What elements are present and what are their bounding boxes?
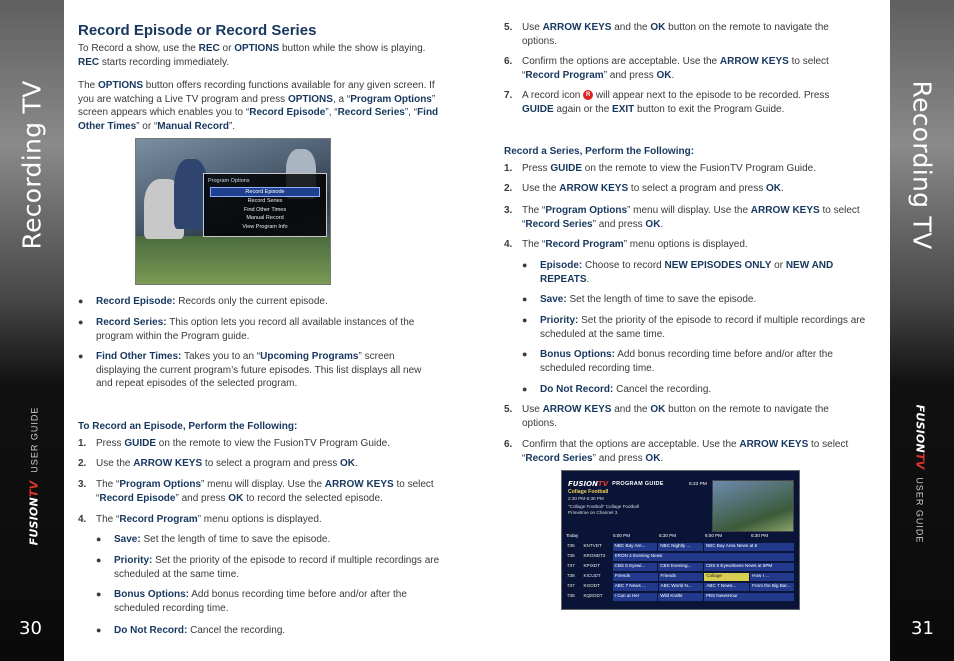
subheading-record-episode: To Record an Episode, Perform the Following: <box>78 421 298 432</box>
brand-left <box>28 407 41 546</box>
series-step-1: 1. Press GUIDE on the remote to view the FusionTV Program Guide. <box>504 163 817 174</box>
sub-bullet-priority: ● Priority: Set the priority of the episode to record if multiple recordings are scheduled at the same time. <box>96 555 440 580</box>
guide-video-preview <box>712 480 794 532</box>
menu-item-find-other-times: Find Other Times <box>243 206 287 213</box>
user-guide-label: USER GUIDE <box>915 477 925 544</box>
guide-header-row: Today 5:00 PM 5:30 PM 6:00 PM 6:30 PM <box>566 533 769 538</box>
guide-program-title: Collage Football <box>568 489 609 495</box>
program-options-menu <box>203 173 327 237</box>
menu-item-record-series: Record Series <box>247 198 283 205</box>
guide-program-description: "Collage Football" Collage Football Primetime on Channel 3. <box>568 504 639 515</box>
series-step-3: 3. The “Program Options” menu will display. Use the ARROW KEYS to select “Record Series” and press OK. <box>504 205 860 230</box>
series-step-4: 4. The “Record Program” menu options is displayed. <box>504 239 748 250</box>
step-4: 4. The “Record Program” menu options is displayed. <box>78 514 322 525</box>
menu-item-manual-record: Manual Record <box>246 215 284 222</box>
program-guide-screenshot <box>561 470 800 610</box>
record-icon: R <box>583 90 593 100</box>
step-2: 2. Use the ARROW KEYS to select a program and press OK. <box>78 458 358 469</box>
guide-program-time: 2:30 PM-5:30 PM <box>568 496 604 501</box>
brand-right <box>914 405 927 544</box>
menu-title: Program Options <box>208 178 250 184</box>
guide-row: 737 KPIXDT CBS 5 Eyewi... CBS Evening... CBS 5 Eyewitness News at 6PM <box>566 563 795 571</box>
step-6: 6. Confirm the options are acceptable. Use the ARROW KEYS to select “Record Program” and press OK. <box>504 56 829 81</box>
guide-row: 736 KRONDT2 KRON 4 Evening News <box>566 553 795 561</box>
fusiontv-logo: FUSIONTV <box>913 404 927 470</box>
program-options-screenshot <box>135 138 331 285</box>
intro-paragraph-1: To Record a show, use the REC or OPTIONS button while the show is playing. REC starts recording immediately. <box>78 43 426 68</box>
guide-clock: 5:23 PM <box>689 482 707 487</box>
step-5: 5. Use ARROW KEYS and the OK button on the remote to navigate the options. <box>504 22 829 47</box>
menu-item-view-program-info: View Program Info <box>242 223 288 230</box>
fusiontv-logo: FUSIONTV <box>27 480 41 546</box>
user-guide-label: USER GUIDE <box>29 406 39 473</box>
sub-bullet-bonus-options: ● Bonus Options: Add bonus recording time before and/or after the scheduled recording time. <box>96 589 407 614</box>
guide-logo: FUSIONTV <box>568 480 609 488</box>
menu-item-record-episode: Record Episode <box>210 187 320 197</box>
left-side-strip <box>0 0 64 661</box>
series-bullet-episode: ● Episode: Choose to record NEW EPISODES ONLY or NEW AND REPEATS. <box>522 260 834 285</box>
step-3: 3. The “Program Options” menu will display. Use the ARROW KEYS to select “Record Episode” and press OK to record the selected episode. <box>78 479 434 504</box>
football-field-image <box>136 236 330 284</box>
guide-title: PROGRAM GUIDE <box>612 481 664 487</box>
page-heading: Record Episode or Record Series <box>78 22 317 39</box>
series-bullet-priority: ● Priority: Set the priority of the episode to record if multiple recordings are scheduled at the same time. <box>522 315 866 340</box>
guide-row: 735 KNTVDT NBC Bay Are... NBC Nightly ... NBC Bay Area News at 6 <box>566 543 795 551</box>
series-step-6: 6. Confirm that the options are acceptable. Use the ARROW KEYS to select “Record Series” and press OK. <box>504 439 849 464</box>
series-bullet-save: ● Save: Set the length of time to save the episode. <box>522 294 757 305</box>
intro-paragraph-2: The OPTIONS button offers recording functions available for any given screen. If you are watching a Live TV program and press OPTIONS, a “Program Options” screen appears which enables you to “Record Episode”, “Record Series”, “Find Other Times” or “Manual Record”. <box>78 80 439 132</box>
section-title-left: Recording TV <box>17 80 47 250</box>
series-step-5: 5. Use ARROW KEYS and the OK button on the remote to navigate the options. <box>504 404 829 429</box>
page-number-right: 31 <box>911 618 934 639</box>
page-number-left: 30 <box>19 618 42 639</box>
sub-bullet-do-not-record: ● Do Not Record: Cancel the recording. <box>96 625 286 636</box>
section-title-right: Recording TV <box>907 80 937 250</box>
bullet-record-series: ● Record Series: This option lets you record all available instances of the program within the Program guide. <box>78 317 415 342</box>
guide-row: 737 KGODT ABC 7 News ... ABC World N... ABC 7 News... From the Big Bar... <box>566 583 795 591</box>
guide-row-selected: 738 KICUDT Friends Friends Collage How I ... <box>566 573 795 581</box>
series-bullet-bonus-options: ● Bonus Options: Add bonus recording time before and/or after the scheduled recording time. <box>522 349 833 374</box>
step-1: 1. Press GUIDE on the remote to view the FusionTV Program Guide. <box>78 438 391 449</box>
step-7: 7. A record icon R will appear next to the episode to be recorded. Press GUIDE again or the EXIT button to exit the Program Guide. <box>504 90 830 115</box>
bullet-record-episode: ● Record Episode: Records only the current episode. <box>78 296 328 307</box>
series-step-2: 2. Use the ARROW KEYS to select a program and press OK. <box>504 183 784 194</box>
bullet-find-other-times: ● Find Other Times: Takes you to an “Upcoming Programs” screen displaying the current program’s future episodes. This list displays all new and repeat episodes of the selected program. <box>78 351 422 390</box>
sub-bullet-save: ● Save: Set the length of time to save the episode. <box>96 534 331 545</box>
subheading-record-series: Record a Series, Perform the Following: <box>504 146 695 157</box>
guide-row: 738 KQEDDT I Can at Her Wild Krafts PBS NewsHour <box>566 593 795 601</box>
series-bullet-do-not-record: ● Do Not Record: Cancel the recording. <box>522 384 712 395</box>
right-side-strip <box>890 0 954 661</box>
